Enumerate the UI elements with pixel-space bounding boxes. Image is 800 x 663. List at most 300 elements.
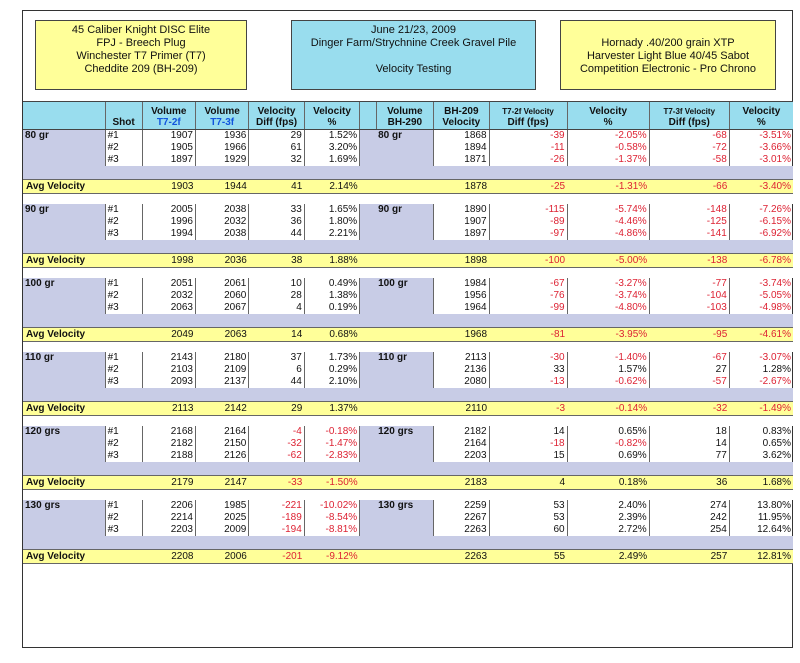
t7-2f-diff-value: 15 (489, 450, 567, 462)
avg-vel-diff: 38 (249, 254, 304, 268)
group-weight-label: 100 gr (23, 278, 105, 290)
vel-pct-value: -0.18% (304, 426, 359, 438)
t7-3f-pct-value: -7.26% (729, 204, 793, 216)
vel-pct-value: 1.65% (304, 204, 359, 216)
shot-number: #1 (105, 352, 142, 364)
avg-empty-cell (376, 328, 433, 342)
t7-3f-pct-value: -6.15% (729, 216, 793, 228)
blank-cell (649, 314, 729, 328)
blank-cell (729, 388, 793, 402)
group-separator-row (23, 268, 793, 278)
group-weight-label: 90 gr (23, 204, 105, 216)
bh209-velocity-value: 1871 (434, 154, 489, 166)
table-row (23, 204, 793, 216)
col-t7-2f-diff: T7-2f Velocity Diff (fps) (489, 102, 567, 130)
t7-2f-diff-value: -26 (489, 154, 567, 166)
avg-vel-pct: -1.50% (304, 476, 359, 490)
t7-2f-diff-value: -13 (489, 376, 567, 388)
group-separator-row (23, 194, 793, 204)
table-row (23, 142, 793, 154)
vol-t7-3f-value: 2032 (195, 216, 248, 228)
blank-cell (360, 388, 376, 402)
bh209-velocity-value: 1897 (434, 228, 489, 240)
table-row (23, 364, 793, 376)
t7-2f-pct-value: 2.72% (567, 524, 649, 536)
t7-2f-pct-value: 0.65% (567, 426, 649, 438)
bh209-velocity-value: 2203 (434, 450, 489, 462)
avg-spacer-cell (360, 550, 376, 564)
avg-t7-2f-pct: 0.18% (567, 476, 649, 490)
vel-diff-value: 32 (249, 154, 304, 166)
t7-3f-pct-value: -3.74% (729, 278, 793, 290)
vel-diff-value: -189 (249, 512, 304, 524)
avg-empty-cell (105, 550, 142, 564)
vol-t7-2f-value: 2063 (170, 302, 193, 313)
avg-vol-t7-2f: 2049 (142, 328, 195, 342)
header-left-line: 45 Caliber Knight DISC Elite (71, 24, 211, 36)
blank-cell (360, 462, 376, 476)
vel-pct-value: -2.83% (304, 450, 359, 462)
bh209-velocity-value: 2267 (434, 512, 489, 524)
group-label-spacer (23, 512, 105, 524)
shot-number: #1 (105, 426, 142, 438)
shot-number: #2 (105, 364, 142, 376)
avg-velocity-label: Avg Velocity (23, 180, 105, 194)
avg-velocity-label: Avg Velocity (23, 550, 105, 564)
header-left-line: Cheddite 209 (BH-209) (84, 63, 198, 75)
avg-bh209-velocity: 1968 (434, 328, 489, 342)
shot-number: #1 (105, 204, 142, 216)
separator-cell (23, 342, 793, 352)
vol-t7-2f-value: 2168 (170, 426, 193, 437)
group-label-spacer (23, 364, 105, 376)
vel-pct-value: 2.10% (304, 376, 359, 388)
vel-diff-value: -4 (249, 426, 304, 438)
t7-2f-pct-value: -3.74% (567, 290, 649, 302)
blank-cell (489, 388, 567, 402)
group-label-spacer (23, 524, 105, 536)
avg-bh209-velocity: 2183 (434, 476, 489, 490)
spacer-cell (360, 500, 376, 512)
group-label-spacer (376, 290, 433, 302)
blank-cell (434, 462, 489, 476)
group-weight-label: 110 gr (23, 352, 105, 364)
avg-vel-diff: -201 (249, 550, 304, 564)
table-row (23, 278, 793, 290)
blank-cell (649, 240, 729, 254)
shot-number: #2 (105, 438, 142, 450)
blank-cell (105, 240, 142, 254)
shot-number: #3 (105, 228, 142, 240)
avg-vel-diff: 41 (249, 180, 304, 194)
bh209-velocity-value: 2164 (434, 438, 489, 450)
t7-3f-pct-value: -3.07% (729, 352, 793, 364)
t7-3f-pct-value: 0.65% (729, 438, 793, 450)
vol-t7-2f-value: 2214 (170, 512, 193, 523)
spacer-cell (360, 142, 376, 154)
vol-t7-2f-value: 1897 (170, 154, 193, 165)
blank-cell (23, 314, 105, 328)
bh209-velocity-value: 1868 (434, 130, 489, 142)
avg-vol-t7-3f: 2006 (195, 550, 248, 564)
t7-2f-diff-value: 14 (489, 426, 567, 438)
blank-cell (434, 240, 489, 254)
avg-t7-3f-diff: 257 (649, 550, 729, 564)
avg-vel-pct: 1.37% (304, 402, 359, 416)
t7-2f-pct-value: 2.39% (567, 512, 649, 524)
shot-number: #3 (105, 450, 142, 462)
avg-empty-cell (376, 476, 433, 490)
bh209-velocity-value: 2080 (434, 376, 489, 388)
blank-cell (249, 536, 304, 550)
avg-vol-t7-3f: 2063 (195, 328, 248, 342)
vel-diff-value: -194 (249, 524, 304, 536)
vol-t7-3f-value: 2009 (195, 524, 248, 536)
vol-t7-2f-value: 2143 (170, 352, 193, 363)
group-weight-label: 80 gr (23, 130, 105, 142)
spacer-cell (360, 228, 376, 240)
t7-2f-diff-value: 33 (489, 364, 567, 376)
group-separator-row (23, 416, 793, 426)
vel-diff-value: -32 (249, 438, 304, 450)
col-vol-t7-3f: Volume T7-3f (195, 102, 248, 130)
header-center-line: June 21/23, 2009 (370, 24, 457, 36)
t7-2f-pct-value: 0.69% (567, 450, 649, 462)
avg-t7-3f-pct: -3.40% (729, 180, 793, 194)
group-label-spacer (23, 376, 105, 388)
blank-cell (304, 388, 359, 402)
blank-row (23, 536, 793, 550)
avg-velocity-row (23, 402, 793, 416)
col-vol-bh290: Volume BH-290 (376, 102, 433, 130)
table-row (23, 500, 793, 512)
vol-t7-2f-value: 2051 (170, 278, 193, 289)
blank-cell (649, 536, 729, 550)
header-right-line: Hornady .40/200 grain XTP (601, 37, 735, 49)
vol-t7-3f-value: 1929 (195, 154, 248, 166)
t7-2f-diff-value: -67 (489, 278, 567, 290)
vel-pct-value: 1.80% (304, 216, 359, 228)
shot-number: #3 (105, 302, 142, 314)
blank-cell (304, 462, 359, 476)
avg-t7-2f-diff: 55 (489, 550, 567, 564)
group-label-spacer (376, 512, 433, 524)
table-row (23, 512, 793, 524)
t7-3f-diff-value: 242 (649, 512, 729, 524)
avg-t7-2f-diff: 4 (489, 476, 567, 490)
avg-vol-t7-2f: 2113 (142, 402, 195, 416)
avg-t7-3f-diff: -66 (649, 180, 729, 194)
blank-cell (567, 388, 649, 402)
vol-t7-3f-value: 2060 (195, 290, 248, 302)
avg-vol-t7-3f: 2036 (195, 254, 248, 268)
t7-2f-pct-value: -2.05% (567, 130, 649, 142)
vol-t7-2f-value: 2206 (170, 500, 193, 511)
group-label-spacer (23, 142, 105, 154)
vol-t7-3f-value: 1966 (195, 142, 248, 154)
avg-velocity-row (23, 328, 793, 342)
avg-t7-2f-pct: -0.14% (567, 402, 649, 416)
group-label-spacer (376, 438, 433, 450)
blank-cell (567, 536, 649, 550)
table-row (23, 130, 793, 142)
blank-cell (249, 388, 304, 402)
bh209-velocity-value: 1964 (434, 302, 489, 314)
blank-cell (729, 536, 793, 550)
blank-cell (23, 166, 105, 180)
col-bh209-vel: BH-209 Velocity (434, 102, 489, 130)
shot-number: #2 (105, 290, 142, 302)
vel-pct-value: 1.69% (304, 154, 359, 166)
avg-vel-diff: 29 (249, 402, 304, 416)
t7-3f-diff-value: 77 (649, 450, 729, 462)
avg-t7-3f-pct: 1.68% (729, 476, 793, 490)
blank-cell (360, 166, 376, 180)
t7-2f-pct-value: -0.58% (567, 142, 649, 154)
vol-t7-2f-value: 2103 (170, 364, 193, 375)
col-vel-diff: Velocity Diff (fps) (249, 102, 304, 130)
avg-spacer-cell (360, 476, 376, 490)
vel-pct-value: 0.49% (304, 278, 359, 290)
group-label-spacer (23, 302, 105, 314)
shot-number: #3 (105, 524, 142, 536)
t7-2f-pct-value: -1.37% (567, 154, 649, 166)
table-row (23, 438, 793, 450)
header-left-line: FPJ - Breech Plug (96, 37, 186, 49)
blank-cell (729, 314, 793, 328)
vol-t7-2f-value: 2182 (170, 438, 193, 449)
blank-cell (567, 462, 649, 476)
vel-diff-value: 61 (249, 142, 304, 154)
separator-cell (23, 490, 793, 500)
avg-vel-pct: -9.12% (304, 550, 359, 564)
avg-velocity-label: Avg Velocity (23, 402, 105, 416)
blank-cell (23, 240, 105, 254)
blank-cell (195, 166, 248, 180)
vel-pct-value: -10.02% (304, 500, 359, 512)
spacer-cell (360, 364, 376, 376)
t7-3f-diff-value: 274 (649, 500, 729, 512)
avg-bh209-velocity: 1898 (434, 254, 489, 268)
t7-3f-diff-value: -104 (649, 290, 729, 302)
group-label-spacer (376, 216, 433, 228)
group-separator-row (23, 490, 793, 500)
vel-pct-value: -8.81% (304, 524, 359, 536)
blank-cell (360, 240, 376, 254)
t7-2f-diff-value: 53 (489, 512, 567, 524)
blank-row (23, 166, 793, 180)
spacer-cell (360, 216, 376, 228)
blank-cell (195, 240, 248, 254)
shot-number: #2 (105, 216, 142, 228)
t7-3f-pct-value: -3.01% (729, 154, 793, 166)
t7-2f-diff-value: -76 (489, 290, 567, 302)
group-label-spacer (23, 216, 105, 228)
spacer-header-cell (360, 102, 376, 130)
t7-2f-diff-value: -11 (489, 142, 567, 154)
column-header-row (23, 102, 793, 130)
avg-vol-t7-2f: 1998 (142, 254, 195, 268)
blank-cell (649, 166, 729, 180)
blank-cell (489, 462, 567, 476)
avg-vel-pct: 1.88% (304, 254, 359, 268)
t7-3f-diff-value: -67 (649, 352, 729, 364)
vol-t7-2f-value: 1994 (170, 228, 193, 239)
avg-t7-2f-diff: -25 (489, 180, 567, 194)
blank-cell (489, 536, 567, 550)
t7-3f-diff-value: -103 (649, 302, 729, 314)
t7-2f-pct-value: -4.80% (567, 302, 649, 314)
spacer-cell (360, 524, 376, 536)
vel-diff-value: 36 (249, 216, 304, 228)
blank-row (23, 388, 793, 402)
group-label-spacer (376, 142, 433, 154)
blank-cell (304, 166, 359, 180)
separator-cell (23, 194, 793, 204)
t7-3f-pct-value: 1.28% (729, 364, 793, 376)
t7-2f-diff-value: -39 (489, 130, 567, 142)
blank-cell (249, 314, 304, 328)
bh209-velocity-value: 2263 (434, 524, 489, 536)
vel-diff-value: 28 (249, 290, 304, 302)
group-label-spacer (376, 524, 433, 536)
avg-vol-t7-3f: 1944 (195, 180, 248, 194)
blank-cell (376, 388, 433, 402)
vel-diff-value: 4 (249, 302, 304, 314)
vel-diff-value: 10 (249, 278, 304, 290)
col-vol-t7-2f: Volume T7-2f (142, 102, 195, 130)
avg-spacer-cell (360, 328, 376, 342)
vel-diff-value: 44 (249, 228, 304, 240)
bh209-velocity-value: 1894 (434, 142, 489, 154)
blank-cell (567, 240, 649, 254)
blank-cell (729, 240, 793, 254)
avg-empty-cell (105, 180, 142, 194)
table-row (23, 302, 793, 314)
group-weight-label: 130 grs (23, 500, 105, 512)
table-row (23, 352, 793, 364)
avg-t7-3f-pct: 12.81% (729, 550, 793, 564)
blank-cell (729, 166, 793, 180)
avg-bh209-velocity: 2263 (434, 550, 489, 564)
table-row (23, 228, 793, 240)
avg-empty-cell (105, 476, 142, 490)
avg-t7-2f-diff: -100 (489, 254, 567, 268)
blank-cell (489, 314, 567, 328)
t7-2f-diff-value: -89 (489, 216, 567, 228)
spacer-cell (360, 302, 376, 314)
vel-diff-value: 37 (249, 352, 304, 364)
t7-3f-diff-value: -141 (649, 228, 729, 240)
shot-number: #1 (105, 130, 142, 142)
blank-cell (304, 240, 359, 254)
blank-cell (376, 536, 433, 550)
blank-cell (249, 166, 304, 180)
t7-2f-pct-value: 1.57% (567, 364, 649, 376)
group-label-spacer (23, 154, 105, 166)
t7-3f-pct-value: -4.98% (729, 302, 793, 314)
col-t7-3f-diff: T7-3f Velocity Diff (fps) (649, 102, 729, 130)
blank-cell (434, 536, 489, 550)
avg-t7-2f-pct: -1.31% (567, 180, 649, 194)
t7-2f-pct-value: -1.40% (567, 352, 649, 364)
avg-bh209-velocity: 2110 (434, 402, 489, 416)
avg-t7-3f-diff: -32 (649, 402, 729, 416)
blank-header-cell (23, 102, 105, 130)
spacer-cell (360, 204, 376, 216)
avg-empty-cell (376, 254, 433, 268)
t7-3f-pct-value: 0.83% (729, 426, 793, 438)
spacer-cell (360, 376, 376, 388)
blank-cell (376, 240, 433, 254)
group-weight-label-bh: 120 grs (376, 426, 433, 438)
vol-t7-2f-value: 2203 (170, 524, 193, 535)
blank-cell (142, 462, 195, 476)
t7-2f-pct-value: -0.62% (567, 376, 649, 388)
vel-pct-value: 0.19% (304, 302, 359, 314)
avg-velocity-row (23, 550, 793, 564)
blank-cell (729, 462, 793, 476)
blank-cell (142, 166, 195, 180)
vol-t7-3f-value: 2137 (195, 376, 248, 388)
avg-spacer-cell (360, 254, 376, 268)
blank-cell (649, 462, 729, 476)
group-label-spacer (376, 302, 433, 314)
avg-velocity-row (23, 254, 793, 268)
table-row (23, 216, 793, 228)
bh209-velocity-value: 1890 (434, 204, 489, 216)
group-label-spacer (376, 364, 433, 376)
blank-cell (249, 462, 304, 476)
blank-cell (376, 314, 433, 328)
spreadsheet (22, 10, 793, 648)
avg-t7-3f-pct: -1.49% (729, 402, 793, 416)
group-weight-label-bh: 110 gr (376, 352, 433, 364)
col-vel-pct: Velocity % (304, 102, 359, 130)
t7-2f-pct-value: 2.40% (567, 500, 649, 512)
vol-t7-2f-value: 2005 (170, 204, 193, 215)
vol-t7-2f-value: 2188 (170, 450, 193, 461)
t7-3f-pct-value: -6.92% (729, 228, 793, 240)
avg-empty-cell (105, 254, 142, 268)
blank-cell (105, 314, 142, 328)
vol-t7-2f-value: 1907 (170, 130, 193, 142)
group-label-spacer (376, 154, 433, 166)
spacer-cell (360, 352, 376, 364)
avg-t7-3f-diff: -138 (649, 254, 729, 268)
t7-2f-pct-value: -0.82% (567, 438, 649, 450)
header-left-box (35, 20, 247, 90)
avg-empty-cell (376, 550, 433, 564)
t7-3f-diff-value: 254 (649, 524, 729, 536)
shot-number: #1 (105, 278, 142, 290)
blank-cell (23, 536, 105, 550)
table-row (23, 376, 793, 388)
col-shot: Shot (105, 102, 142, 130)
spacer-cell (360, 512, 376, 524)
t7-3f-diff-value: -72 (649, 142, 729, 154)
bh209-velocity-value: 1956 (434, 290, 489, 302)
table-row (23, 450, 793, 462)
avg-vol-t7-2f: 1903 (142, 180, 195, 194)
vel-diff-value: -221 (249, 500, 304, 512)
vol-t7-3f-value: 2025 (195, 512, 248, 524)
vol-t7-3f-value: 1985 (195, 500, 248, 512)
avg-vel-diff: 14 (249, 328, 304, 342)
blank-row (23, 462, 793, 476)
t7-2f-diff-value: -115 (489, 204, 567, 216)
shot-number: #3 (105, 154, 142, 166)
